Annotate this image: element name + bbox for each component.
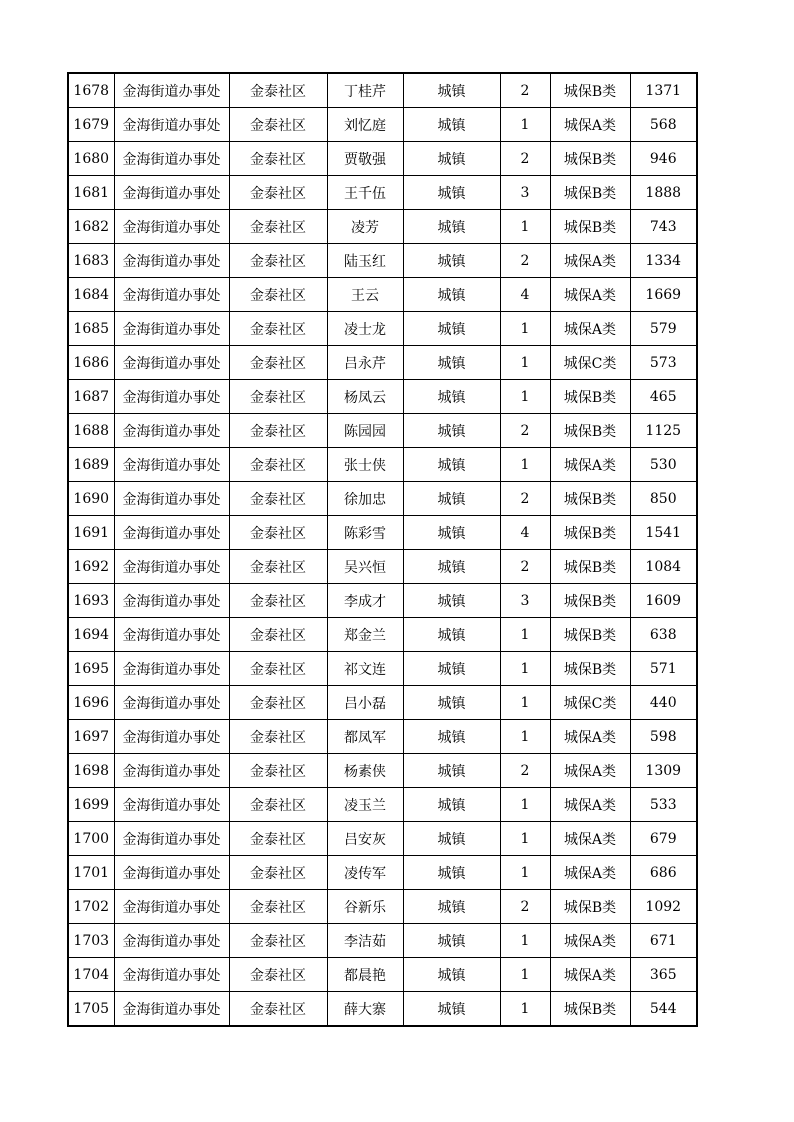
area-type-cell: 城镇: [403, 73, 500, 108]
area-type-cell: 城镇: [403, 482, 500, 516]
insurance-type-cell: 城保A类: [550, 448, 630, 482]
insurance-type-cell: 城保A类: [550, 924, 630, 958]
community-cell: 金泰社区: [229, 346, 327, 380]
serial-number-cell: 1686: [68, 346, 114, 380]
household-count-cell: 2: [500, 142, 550, 176]
community-cell: 金泰社区: [229, 686, 327, 720]
amount-cell: 1371: [630, 73, 697, 108]
name-cell: 吕永芹: [327, 346, 403, 380]
serial-number-cell: 1684: [68, 278, 114, 312]
table-row: [68, 958, 697, 992]
area-type-cell: 城镇: [403, 992, 500, 1027]
community-cell: 金泰社区: [229, 788, 327, 822]
serial-number-cell: 1693: [68, 584, 114, 618]
office-cell: 金海街道办事处: [114, 890, 229, 924]
table-row: [68, 856, 697, 890]
community-cell: 金泰社区: [229, 73, 327, 108]
table-row: [68, 380, 697, 414]
community-cell: 金泰社区: [229, 754, 327, 788]
office-cell: 金海街道办事处: [114, 788, 229, 822]
household-count-cell: 3: [500, 176, 550, 210]
household-count-cell: 3: [500, 584, 550, 618]
area-type-cell: 城镇: [403, 516, 500, 550]
office-cell: 金海街道办事处: [114, 822, 229, 856]
household-count-cell: 1: [500, 686, 550, 720]
amount-cell: 1888: [630, 176, 697, 210]
community-cell: 金泰社区: [229, 516, 327, 550]
area-type-cell: 城镇: [403, 176, 500, 210]
roster-body: [68, 73, 697, 1026]
amount-cell: 638: [630, 618, 697, 652]
table-row: [68, 482, 697, 516]
amount-cell: 530: [630, 448, 697, 482]
office-cell: 金海街道办事处: [114, 482, 229, 516]
community-cell: 金泰社区: [229, 380, 327, 414]
office-cell: 金海街道办事处: [114, 686, 229, 720]
household-count-cell: 2: [500, 244, 550, 278]
area-type-cell: 城镇: [403, 550, 500, 584]
community-cell: 金泰社区: [229, 210, 327, 244]
area-type-cell: 城镇: [403, 244, 500, 278]
insurance-type-cell: 城保A类: [550, 244, 630, 278]
area-type-cell: 城镇: [403, 448, 500, 482]
amount-cell: 573: [630, 346, 697, 380]
amount-cell: 579: [630, 312, 697, 346]
serial-number-cell: 1695: [68, 652, 114, 686]
household-count-cell: 1: [500, 720, 550, 754]
area-type-cell: 城镇: [403, 414, 500, 448]
amount-cell: 679: [630, 822, 697, 856]
amount-cell: 598: [630, 720, 697, 754]
office-cell: 金海街道办事处: [114, 618, 229, 652]
insurance-type-cell: 城保B类: [550, 992, 630, 1027]
serial-number-cell: 1680: [68, 142, 114, 176]
name-cell: 李洁茹: [327, 924, 403, 958]
community-cell: 金泰社区: [229, 890, 327, 924]
community-cell: 金泰社区: [229, 312, 327, 346]
area-type-cell: 城镇: [403, 822, 500, 856]
area-type-cell: 城镇: [403, 108, 500, 142]
table-row: [68, 210, 697, 244]
name-cell: 凌士龙: [327, 312, 403, 346]
amount-cell: 544: [630, 992, 697, 1027]
office-cell: 金海街道办事处: [114, 550, 229, 584]
table-row: [68, 108, 697, 142]
household-count-cell: 1: [500, 992, 550, 1027]
household-count-cell: 2: [500, 73, 550, 108]
community-cell: 金泰社区: [229, 176, 327, 210]
insurance-type-cell: 城保B类: [550, 550, 630, 584]
household-count-cell: 1: [500, 788, 550, 822]
office-cell: 金海街道办事处: [114, 856, 229, 890]
table-row: [68, 890, 697, 924]
household-count-cell: 2: [500, 754, 550, 788]
amount-cell: 1309: [630, 754, 697, 788]
area-type-cell: 城镇: [403, 618, 500, 652]
name-cell: 祁文连: [327, 652, 403, 686]
serial-number-cell: 1700: [68, 822, 114, 856]
name-cell: 杨素侠: [327, 754, 403, 788]
community-cell: 金泰社区: [229, 958, 327, 992]
name-cell: 吕安灰: [327, 822, 403, 856]
amount-cell: 686: [630, 856, 697, 890]
name-cell: 李成才: [327, 584, 403, 618]
table-row: [68, 686, 697, 720]
office-cell: 金海街道办事处: [114, 244, 229, 278]
household-count-cell: 2: [500, 482, 550, 516]
household-count-cell: 1: [500, 958, 550, 992]
table-row: [68, 516, 697, 550]
serial-number-cell: 1679: [68, 108, 114, 142]
serial-number-cell: 1705: [68, 992, 114, 1027]
household-count-cell: 2: [500, 550, 550, 584]
area-type-cell: 城镇: [403, 720, 500, 754]
name-cell: 陈园园: [327, 414, 403, 448]
insurance-type-cell: 城保B类: [550, 176, 630, 210]
amount-cell: 743: [630, 210, 697, 244]
community-cell: 金泰社区: [229, 108, 327, 142]
community-cell: 金泰社区: [229, 448, 327, 482]
table-row: [68, 924, 697, 958]
name-cell: 丁桂芹: [327, 73, 403, 108]
insurance-type-cell: 城保B类: [550, 142, 630, 176]
name-cell: 凌传军: [327, 856, 403, 890]
insurance-type-cell: 城保B类: [550, 414, 630, 448]
insurance-type-cell: 城保B类: [550, 516, 630, 550]
amount-cell: 1541: [630, 516, 697, 550]
household-count-cell: 1: [500, 380, 550, 414]
name-cell: 凌芳: [327, 210, 403, 244]
table-row: [68, 244, 697, 278]
insurance-type-cell: 城保A类: [550, 822, 630, 856]
table-row: [68, 652, 697, 686]
office-cell: 金海街道办事处: [114, 958, 229, 992]
amount-cell: 440: [630, 686, 697, 720]
community-cell: 金泰社区: [229, 822, 327, 856]
office-cell: 金海街道办事处: [114, 346, 229, 380]
office-cell: 金海街道办事处: [114, 652, 229, 686]
amount-cell: 1084: [630, 550, 697, 584]
insurance-type-cell: 城保B类: [550, 73, 630, 108]
insurance-type-cell: 城保A类: [550, 108, 630, 142]
amount-cell: 671: [630, 924, 697, 958]
table-row: [68, 822, 697, 856]
office-cell: 金海街道办事处: [114, 312, 229, 346]
serial-number-cell: 1694: [68, 618, 114, 652]
name-cell: 贾敬强: [327, 142, 403, 176]
roster-table: [67, 72, 698, 1027]
table-row: [68, 720, 697, 754]
insurance-type-cell: 城保C类: [550, 686, 630, 720]
area-type-cell: 城镇: [403, 754, 500, 788]
serial-number-cell: 1685: [68, 312, 114, 346]
name-cell: 薛大寨: [327, 992, 403, 1027]
table-row: [68, 754, 697, 788]
amount-cell: 465: [630, 380, 697, 414]
serial-number-cell: 1703: [68, 924, 114, 958]
serial-number-cell: 1702: [68, 890, 114, 924]
name-cell: 杨凤云: [327, 380, 403, 414]
serial-number-cell: 1689: [68, 448, 114, 482]
household-count-cell: 2: [500, 890, 550, 924]
community-cell: 金泰社区: [229, 584, 327, 618]
insurance-type-cell: 城保B类: [550, 652, 630, 686]
area-type-cell: 城镇: [403, 312, 500, 346]
name-cell: 吕小磊: [327, 686, 403, 720]
serial-number-cell: 1690: [68, 482, 114, 516]
serial-number-cell: 1692: [68, 550, 114, 584]
community-cell: 金泰社区: [229, 720, 327, 754]
office-cell: 金海街道办事处: [114, 924, 229, 958]
area-type-cell: 城镇: [403, 890, 500, 924]
table-row: [68, 788, 697, 822]
amount-cell: 568: [630, 108, 697, 142]
serial-number-cell: 1696: [68, 686, 114, 720]
serial-number-cell: 1683: [68, 244, 114, 278]
office-cell: 金海街道办事处: [114, 584, 229, 618]
insurance-type-cell: 城保A类: [550, 720, 630, 754]
office-cell: 金海街道办事处: [114, 516, 229, 550]
name-cell: 陈彩雪: [327, 516, 403, 550]
area-type-cell: 城镇: [403, 346, 500, 380]
serial-number-cell: 1691: [68, 516, 114, 550]
serial-number-cell: 1678: [68, 73, 114, 108]
area-type-cell: 城镇: [403, 958, 500, 992]
amount-cell: 1669: [630, 278, 697, 312]
amount-cell: 533: [630, 788, 697, 822]
name-cell: 张士侠: [327, 448, 403, 482]
community-cell: 金泰社区: [229, 992, 327, 1027]
office-cell: 金海街道办事处: [114, 414, 229, 448]
household-count-cell: 1: [500, 346, 550, 380]
office-cell: 金海街道办事处: [114, 720, 229, 754]
table-row: [68, 73, 697, 108]
table-row: [68, 278, 697, 312]
insurance-type-cell: 城保A类: [550, 856, 630, 890]
household-count-cell: 1: [500, 108, 550, 142]
office-cell: 金海街道办事处: [114, 380, 229, 414]
table-row: [68, 176, 697, 210]
name-cell: 凌玉兰: [327, 788, 403, 822]
insurance-type-cell: 城保A类: [550, 958, 630, 992]
serial-number-cell: 1682: [68, 210, 114, 244]
insurance-type-cell: 城保B类: [550, 890, 630, 924]
community-cell: 金泰社区: [229, 856, 327, 890]
household-count-cell: 1: [500, 924, 550, 958]
community-cell: 金泰社区: [229, 924, 327, 958]
name-cell: 都凤军: [327, 720, 403, 754]
office-cell: 金海街道办事处: [114, 73, 229, 108]
area-type-cell: 城镇: [403, 142, 500, 176]
name-cell: 郑金兰: [327, 618, 403, 652]
area-type-cell: 城镇: [403, 278, 500, 312]
amount-cell: 571: [630, 652, 697, 686]
table-row: [68, 346, 697, 380]
name-cell: 刘忆庭: [327, 108, 403, 142]
office-cell: 金海街道办事处: [114, 142, 229, 176]
area-type-cell: 城镇: [403, 652, 500, 686]
area-type-cell: 城镇: [403, 210, 500, 244]
serial-number-cell: 1699: [68, 788, 114, 822]
household-count-cell: 2: [500, 414, 550, 448]
table-row: [68, 414, 697, 448]
community-cell: 金泰社区: [229, 414, 327, 448]
insurance-type-cell: 城保B类: [550, 380, 630, 414]
table-row: [68, 550, 697, 584]
household-count-cell: 1: [500, 312, 550, 346]
serial-number-cell: 1698: [68, 754, 114, 788]
amount-cell: 1334: [630, 244, 697, 278]
table-row: [68, 142, 697, 176]
insurance-type-cell: 城保A类: [550, 788, 630, 822]
community-cell: 金泰社区: [229, 550, 327, 584]
amount-cell: 1125: [630, 414, 697, 448]
name-cell: 陆玉红: [327, 244, 403, 278]
community-cell: 金泰社区: [229, 618, 327, 652]
area-type-cell: 城镇: [403, 856, 500, 890]
insurance-type-cell: 城保C类: [550, 346, 630, 380]
office-cell: 金海街道办事处: [114, 448, 229, 482]
household-count-cell: 4: [500, 516, 550, 550]
area-type-cell: 城镇: [403, 788, 500, 822]
amount-cell: 946: [630, 142, 697, 176]
insurance-type-cell: 城保B类: [550, 482, 630, 516]
table-row: [68, 584, 697, 618]
table-row: [68, 992, 697, 1027]
serial-number-cell: 1697: [68, 720, 114, 754]
amount-cell: 850: [630, 482, 697, 516]
household-count-cell: 1: [500, 210, 550, 244]
serial-number-cell: 1687: [68, 380, 114, 414]
amount-cell: 365: [630, 958, 697, 992]
office-cell: 金海街道办事处: [114, 108, 229, 142]
name-cell: 吴兴恒: [327, 550, 403, 584]
serial-number-cell: 1704: [68, 958, 114, 992]
insurance-type-cell: 城保B类: [550, 584, 630, 618]
community-cell: 金泰社区: [229, 652, 327, 686]
name-cell: 徐加忠: [327, 482, 403, 516]
community-cell: 金泰社区: [229, 142, 327, 176]
serial-number-cell: 1701: [68, 856, 114, 890]
amount-cell: 1092: [630, 890, 697, 924]
table-row: [68, 312, 697, 346]
area-type-cell: 城镇: [403, 924, 500, 958]
household-count-cell: 1: [500, 448, 550, 482]
insurance-type-cell: 城保B类: [550, 618, 630, 652]
name-cell: 王千伍: [327, 176, 403, 210]
area-type-cell: 城镇: [403, 686, 500, 720]
office-cell: 金海街道办事处: [114, 278, 229, 312]
community-cell: 金泰社区: [229, 244, 327, 278]
insurance-type-cell: 城保A类: [550, 754, 630, 788]
name-cell: 都晨艳: [327, 958, 403, 992]
household-count-cell: 1: [500, 618, 550, 652]
table-row: [68, 618, 697, 652]
household-count-cell: 4: [500, 278, 550, 312]
insurance-type-cell: 城保B类: [550, 210, 630, 244]
serial-number-cell: 1681: [68, 176, 114, 210]
amount-cell: 1609: [630, 584, 697, 618]
area-type-cell: 城镇: [403, 584, 500, 618]
area-type-cell: 城镇: [403, 380, 500, 414]
insurance-type-cell: 城保A类: [550, 312, 630, 346]
household-count-cell: 1: [500, 856, 550, 890]
name-cell: 王云: [327, 278, 403, 312]
community-cell: 金泰社区: [229, 482, 327, 516]
name-cell: 谷新乐: [327, 890, 403, 924]
community-cell: 金泰社区: [229, 278, 327, 312]
household-count-cell: 1: [500, 822, 550, 856]
office-cell: 金海街道办事处: [114, 754, 229, 788]
office-cell: 金海街道办事处: [114, 992, 229, 1027]
table-row: [68, 448, 697, 482]
serial-number-cell: 1688: [68, 414, 114, 448]
office-cell: 金海街道办事处: [114, 176, 229, 210]
insurance-type-cell: 城保A类: [550, 278, 630, 312]
office-cell: 金海街道办事处: [114, 210, 229, 244]
household-count-cell: 1: [500, 652, 550, 686]
